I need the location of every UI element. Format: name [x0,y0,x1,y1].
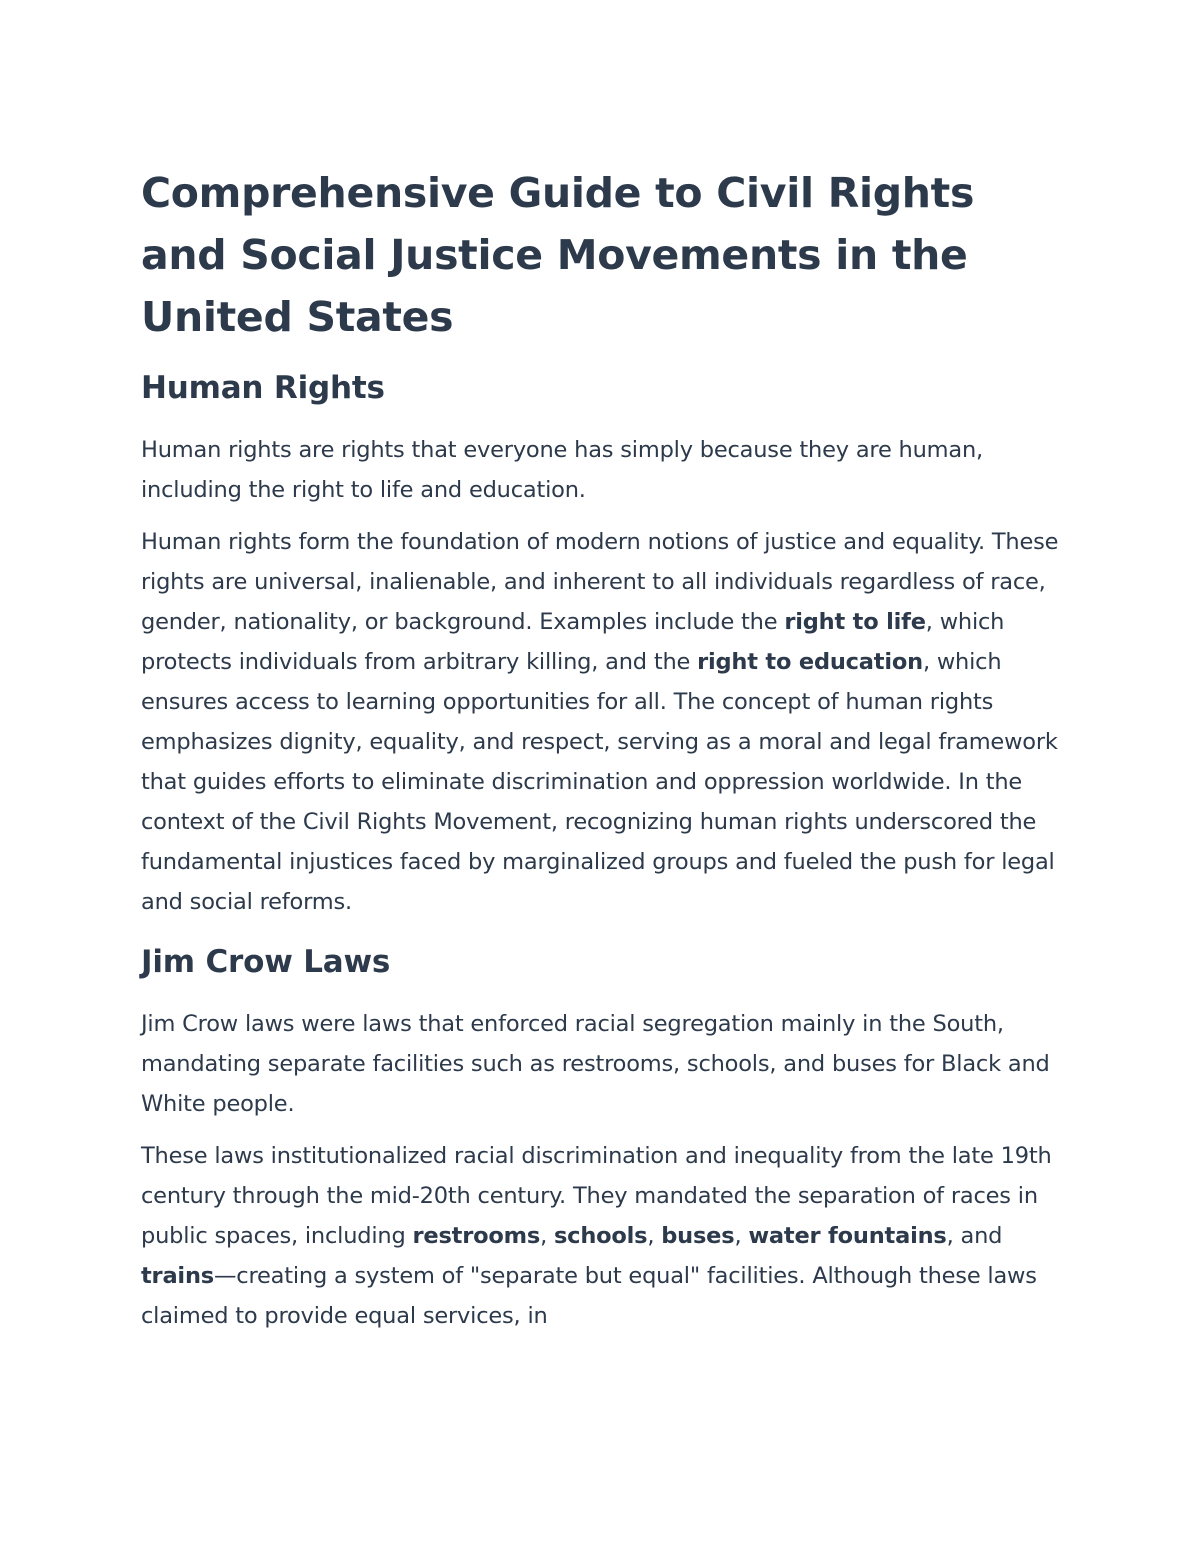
section-heading: Jim Crow Laws [141,944,391,980]
document-page [141,162,1061,1348]
emphasis-term: buses [661,1223,735,1249]
document-title: Comprehensive Guide to Civil Rights and Social Justice Movements in the United States [141,169,975,341]
emphasis-term: right to education [697,649,923,675]
separator-text: , [734,1223,749,1249]
emphasis-term: right to life [784,609,926,635]
body-text: , which ensures access to learning opportunities for all. The concept of human rights emphasizes dignity, equality, and respect, serving as a moral and legal framework that guides efforts to eliminate discrimination and oppression worldwide. In the context of the Civil Rights Movement, recognizing human rights underscored the fundamental injustices faced by marginalized groups and fueled the push for legal and social reforms. [141,649,1058,915]
emphasis-term: restrooms [412,1223,541,1249]
separator-text: , and [946,1223,1003,1249]
body-text: —creating a system of "separate but equal" facilities. Although these laws claimed to provide equal services, in [141,1263,1037,1329]
section-body [141,522,1061,922]
emphasis-term: trains [141,1263,214,1289]
section-jim-crow-laws [141,938,1061,1336]
body-text: These laws institutionalized racial discrimination and inequality from the late 19th century through the mid-20th century. They mandated the separation of races in public spaces, including [141,1143,1052,1249]
body-text: , which protects individuals from arbitrary killing, and the [141,609,1005,675]
body-text: Human rights form the foundation of modern notions of justice and equality. These rights are universal, inalienable, and inherent to all individuals regardless of race, gender, nationality, or background. Examples include the [141,529,1059,635]
separator-text: , [540,1223,554,1249]
section-body [141,1136,1061,1336]
section-human-rights [141,364,1061,922]
separator-text: , [647,1223,662,1249]
emphasis-term: water fountains [748,1223,947,1249]
section-heading: Human Rights [141,370,385,406]
emphasis-term: schools [553,1223,648,1249]
section-summary: Human rights are rights that everyone has simply because they are human, including the right to life and education. [141,437,983,503]
section-summary: Jim Crow laws were laws that enforced racial segregation mainly in the South, mandating separate facilities such as restrooms, schools, and buses for Black and White people. [141,1011,1050,1117]
